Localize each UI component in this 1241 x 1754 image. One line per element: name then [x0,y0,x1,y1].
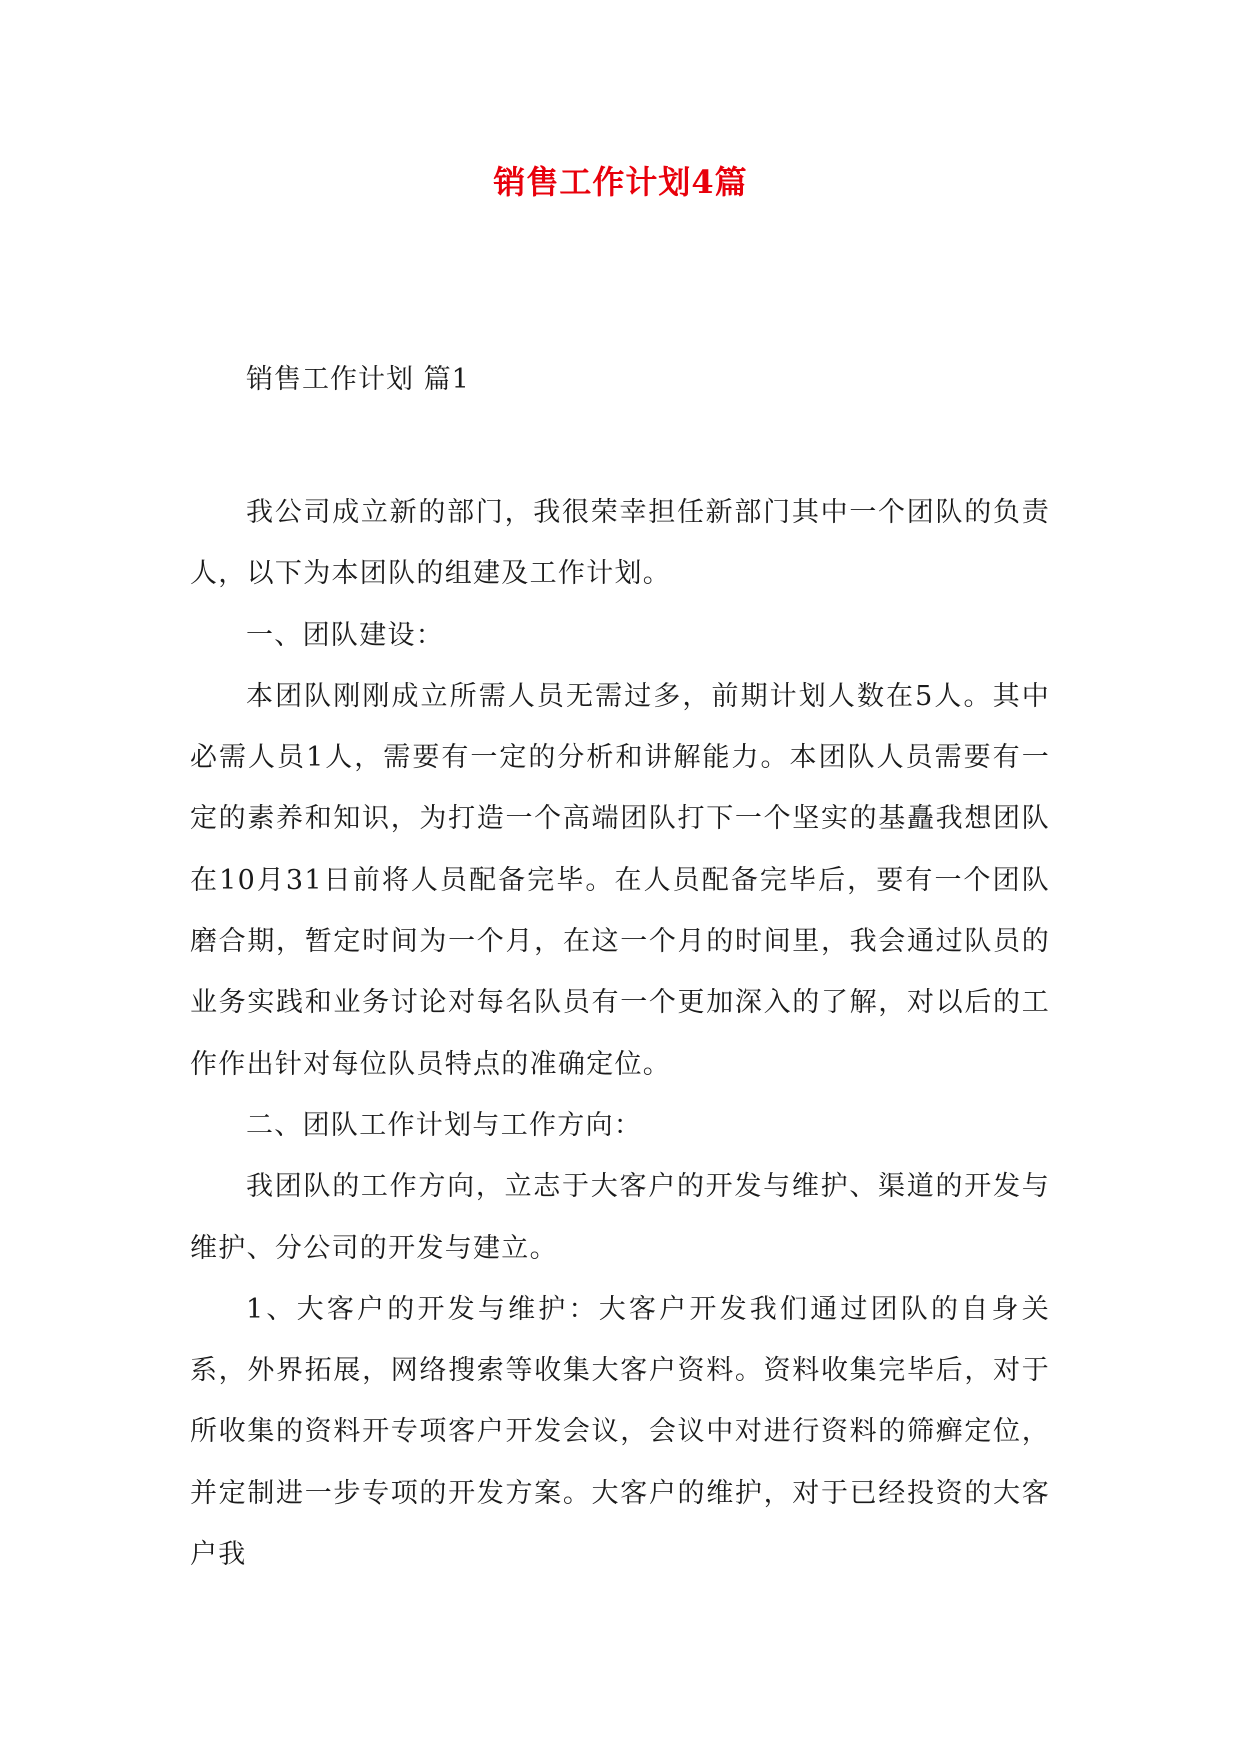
document-title: 销售工作计划4篇 [493,163,748,201]
paragraph-intro: 我公司成立新的部门，我很荣幸担任新部门其中一个团队的负责人，以下为本团队的组建及工作计划。 [190,497,1050,590]
heading-team-building: 一、团队建设： [246,619,445,651]
paragraph-key-clients: 1、大客户的开发与维护：大客户开发我们通过团队的自身关系，外界拓展，网络搜索等收集大客户资料。资料收集完毕后，对于所收集的资料开专项客户开发会议，会议中对进行资料的筛癣定位，并定制进一步专项的开发方案。大客户的维护，对于已经投资的大客户我 [190,1293,1050,1571]
paragraph-work-direction: 我团队的工作方向，立志于大客户的开发与维护、渠道的开发与维护、分公司的开发与建立。 [190,1171,1050,1264]
paragraph-team-building: 本团队刚刚成立所需人员无需过多，前期计划人数在5人。其中必需人员1人，需要有一定的分析和讲解能力。本团队人员需要有一定的素养和知识，为打造一个高端团队打下一个坚实的基矗我想团队在10月31日前将人员配备完毕。在人员配备完毕后，要有一个团队磨合期，暂定时间为一个月，在这一个月的时间里，我会通过队员的业务实践和业务讨论对每名队员有一个更加深入的了解，对以后的工作作出针对每位队员特点的准确定位。 [190,680,1050,1080]
heading-work-plan: 二、团队工作计划与工作方向： [246,1109,643,1141]
document-body [190,482,1050,1585]
section-heading: 销售工作计划 篇1 [246,364,470,395]
